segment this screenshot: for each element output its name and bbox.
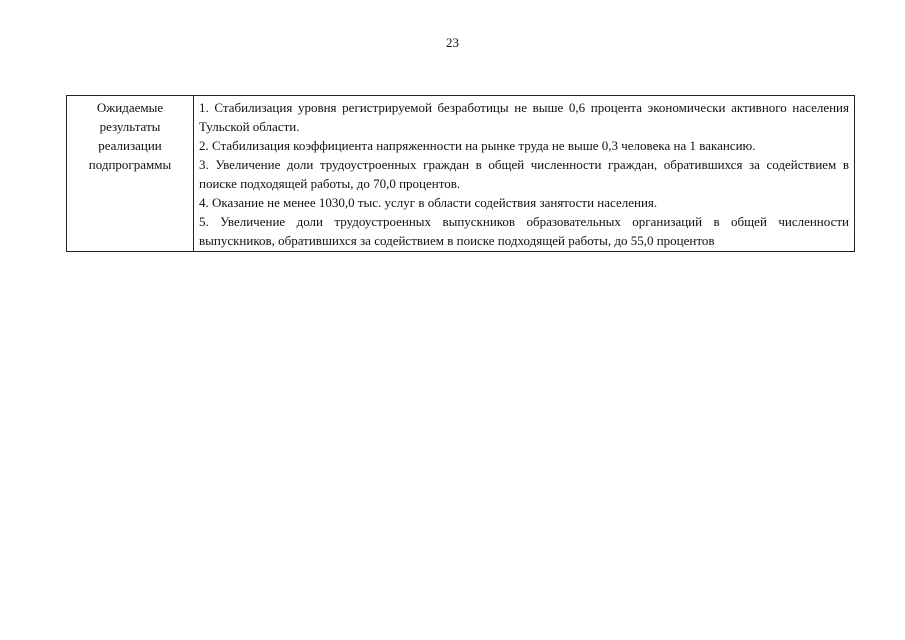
result-item: 3. Увеличение доли трудоустроенных граждан в общей численности граждан, обратившихся за содействием в поиске подходящей работы, до 70,0 процентов.: [199, 157, 849, 191]
result-item: 4. Оказание не менее 1030,0 тыс. услуг в области содействия занятости населения.: [199, 195, 658, 210]
result-item: 5. Увеличение доли трудоустроенных выпускников образовательных организаций в общей численности выпускников, обратившихся за содействием в поиске подходящей работы, до 55,0 процентов: [199, 214, 849, 248]
row-label-line: реализации: [98, 138, 162, 153]
results-cell: [194, 96, 855, 252]
row-label-cell: [67, 96, 194, 252]
row-label-line: подпрограммы: [88, 157, 172, 172]
row-label-line: результаты: [99, 119, 161, 134]
table-row: [67, 96, 855, 252]
row-label-line: Ожидаемые: [96, 100, 164, 115]
result-item: 2. Стабилизация коэффициента напряженности на рынке труда не выше 0,3 человека на 1 вакансию.: [199, 138, 756, 153]
result-item: 1. Стабилизация уровня регистрируемой безработицы не выше 0,6 процента экономически активного населения Тульской области.: [199, 100, 849, 134]
page-number: 23: [446, 35, 459, 50]
expected-results-table: [66, 95, 855, 252]
